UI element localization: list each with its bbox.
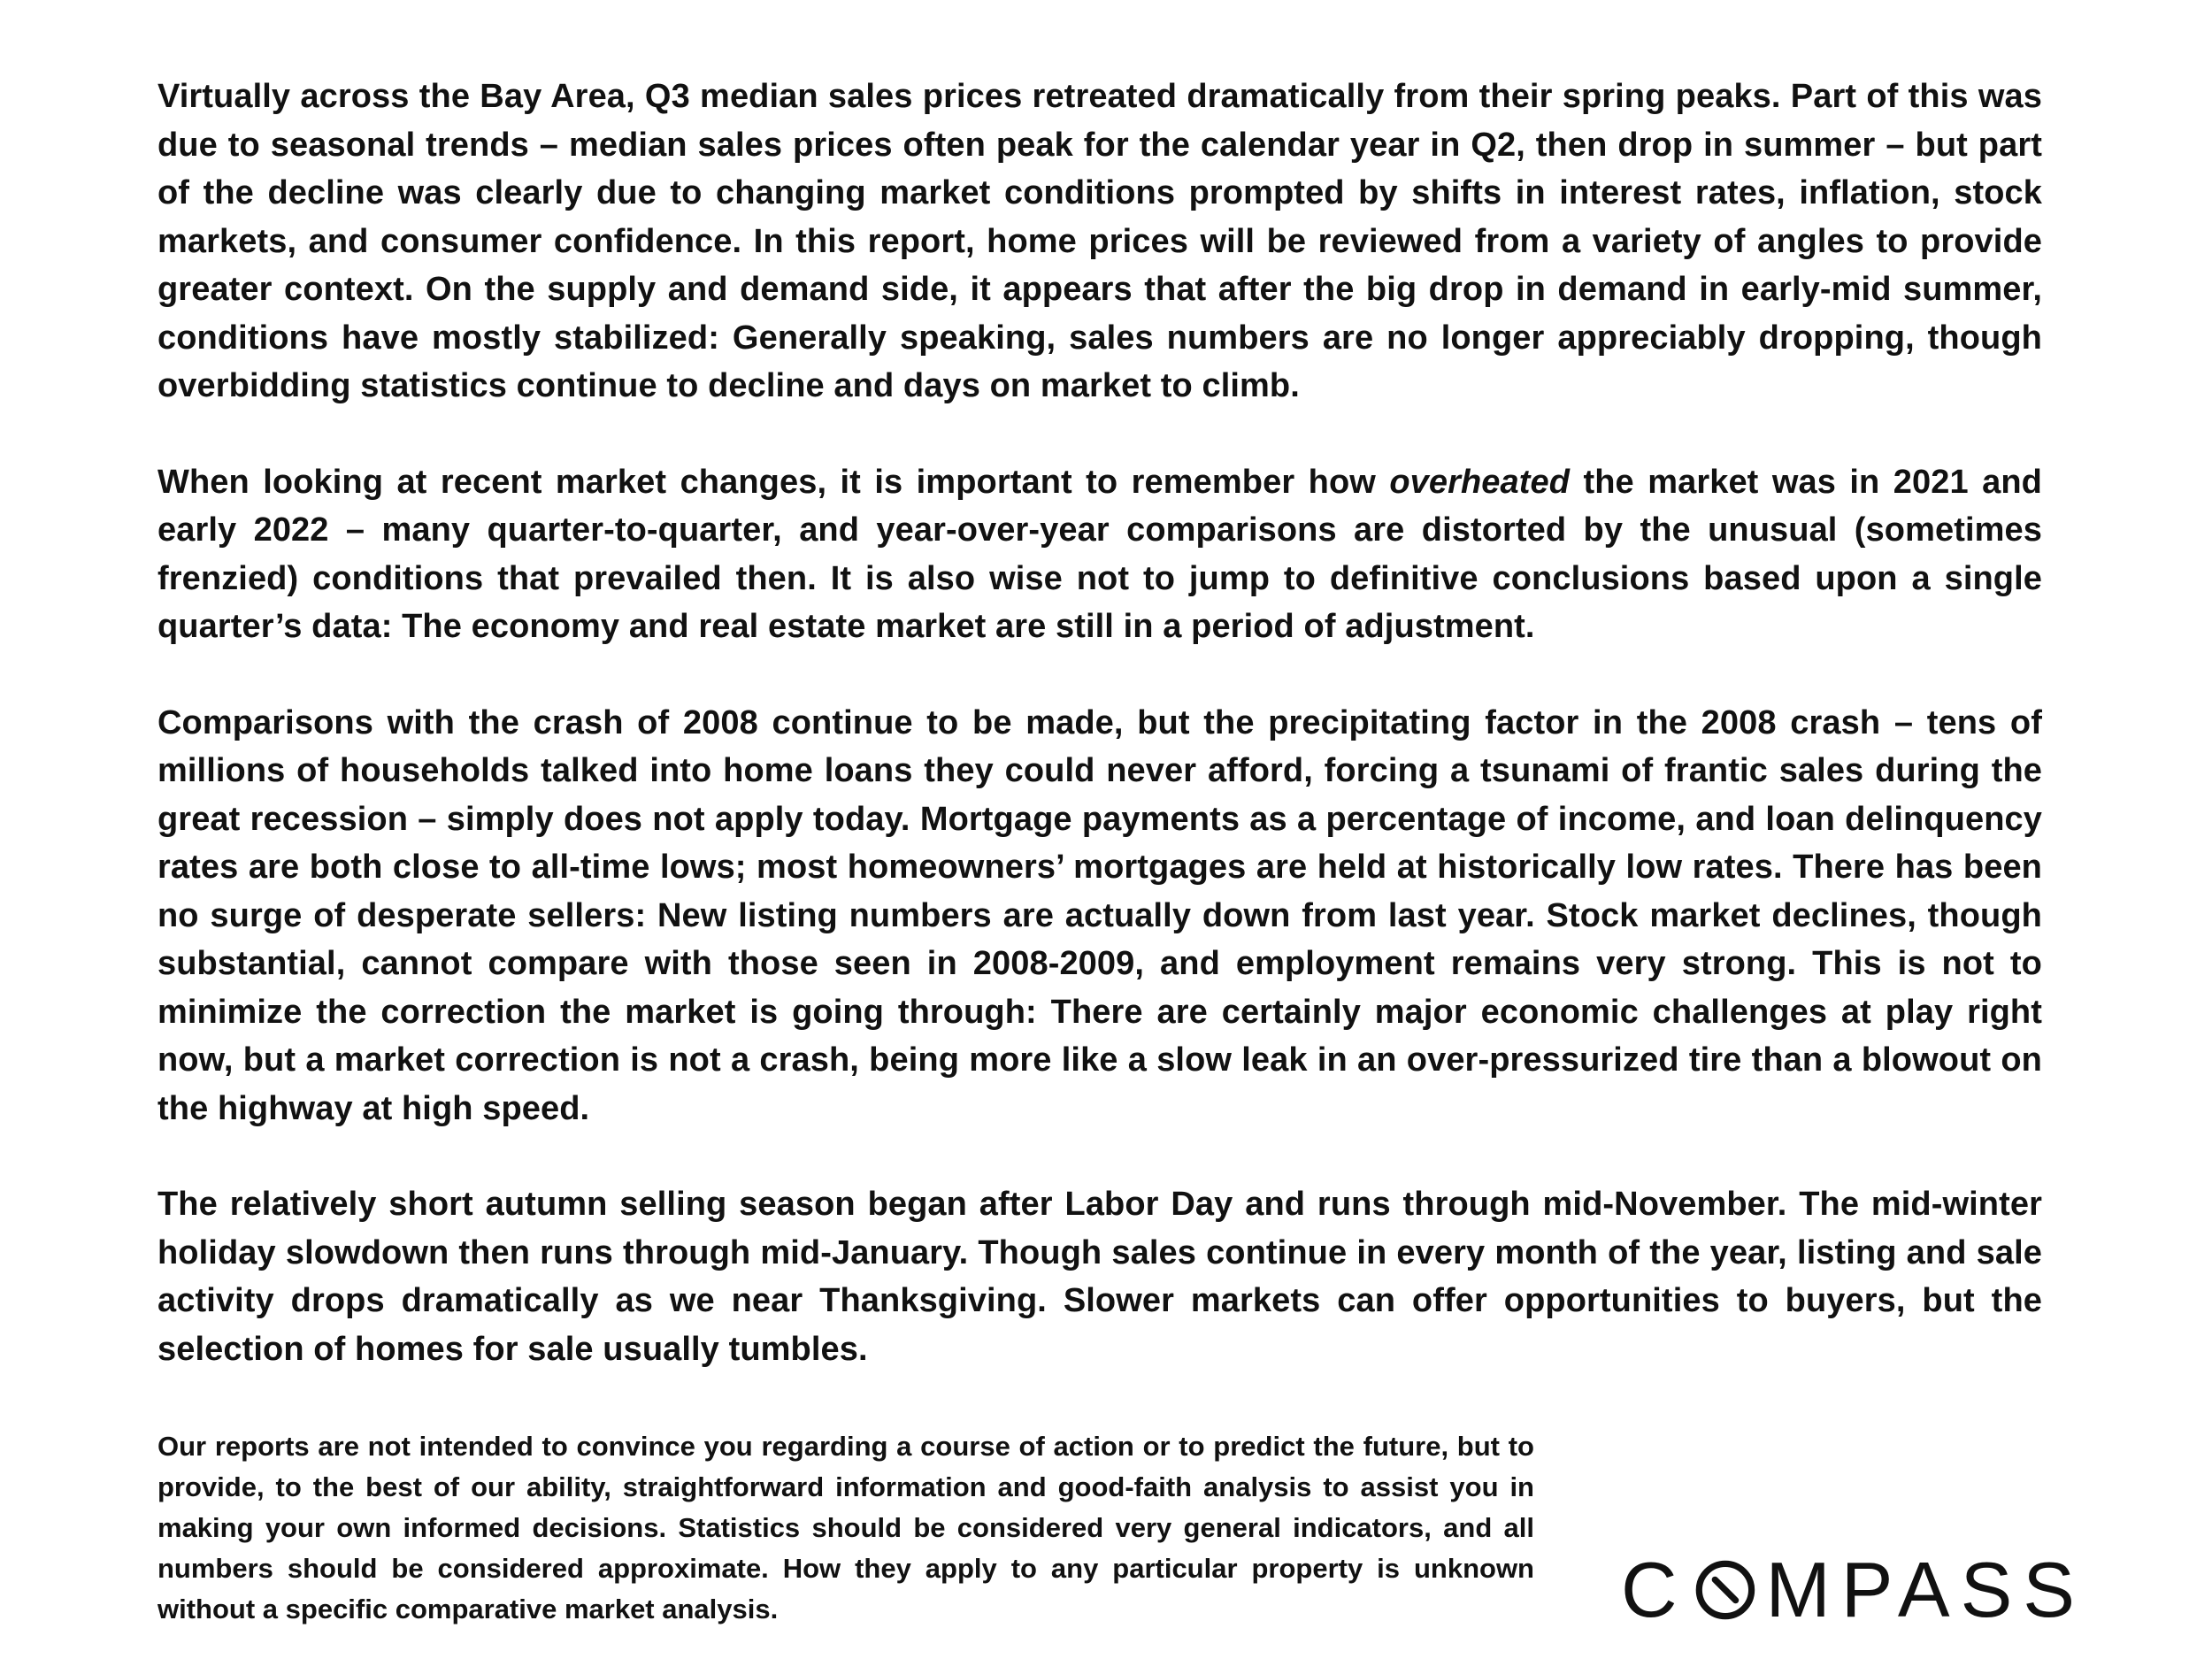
compass-o-icon bbox=[1694, 1555, 1757, 1624]
report-body bbox=[157, 73, 2042, 1421]
paragraph-2008-comparison: Comparisons with the crash of 2008 continue to be made, but the precipitating factor in the 2008 crash – tens of millions of households talked into home loans they could never afford, forcing a tsunami of frantic sales during the great recession – simply does not apply today. Mortgage payments as a percentage of income, and loan delinquency rates are both close to all-time lows; most homeowners’ mortgages are held at historically low rates. There has been no surge of desperate sellers: New listing numbers are actually down from last year. Stock market declines, though substantial, cannot compare with those seen in 2008-2009, and employment remains very strong. This is not to minimize the correction the market is going through: There are certainly major economic challenges at play right now, but a market correction is not a crash, being more like a slow leak in an over-pressurized tire than a blowout on the highway at high speed. bbox=[157, 703, 2042, 1127]
logo-letter-c: C bbox=[1621, 1546, 1688, 1633]
disclaimer-text: Our reports are not intended to convince you regarding a course of action or to predict the future, but to provide, to the best of our ability, straightforward information and good-faith analysis to assist you in making your own informed decisions. Statistics should be considered very general indicators, and all numbers should be considered approximate. How they apply to any particular property is unknown without a specific comparative market analysis. bbox=[157, 1431, 1534, 1624]
paragraph-overheated-market bbox=[157, 458, 2042, 651]
paragraph-price-trends: Virtually across the Bay Area, Q3 median sales prices retreated dramatically from their spring peaks. Part of this was due to seasonal trends – median sales prices often peak for the calendar year in Q2, then drop in summer – but part of the decline was clearly due to changing market conditions prompted by shifts in interest rates, inflation, stock markets, and consumer confidence. In this report, home prices will be reviewed from a variety of angles to provide greater context. On the supply and demand side, it appears that after the big drop in demand in early-mid summer, conditions have mostly stabilized: Generally speaking, sales numbers are no longer appreciably dropping, though overbidding statistics continue to decline and days on market to climb. bbox=[157, 78, 2042, 404]
paragraph-overheated-text-end: the market was in 2021 and early 2022 – many quarter-to-quarter, and year-over-year comparisons are distorted by the unusual (sometimes frenzied) conditions that prevailed then. It is also wise not to jump to definitive conclusions based upon a single quarter’s data: The economy and real estate market are still in a period of adjustment. bbox=[157, 463, 2042, 645]
emphasis-overheated: overheated bbox=[1389, 463, 1571, 501]
paragraph-autumn-season: The relatively short autumn selling season began after Labor Day and runs through mid-November. The mid-winter holiday slowdown then runs through mid-January. Though sales continue in every month of the year, listing and sale activity drops dramatically as we near Thanksgiving. Slower markets can offer opportunities to buyers, but the selection of homes for sale usually tumbles. bbox=[157, 1186, 2042, 1368]
compass-logo bbox=[1621, 1546, 2085, 1633]
logo-letters-mpass: MPASS bbox=[1765, 1546, 2085, 1633]
paragraph-overheated-text-start: When looking at recent market changes, it is important to remember how bbox=[157, 463, 1390, 501]
